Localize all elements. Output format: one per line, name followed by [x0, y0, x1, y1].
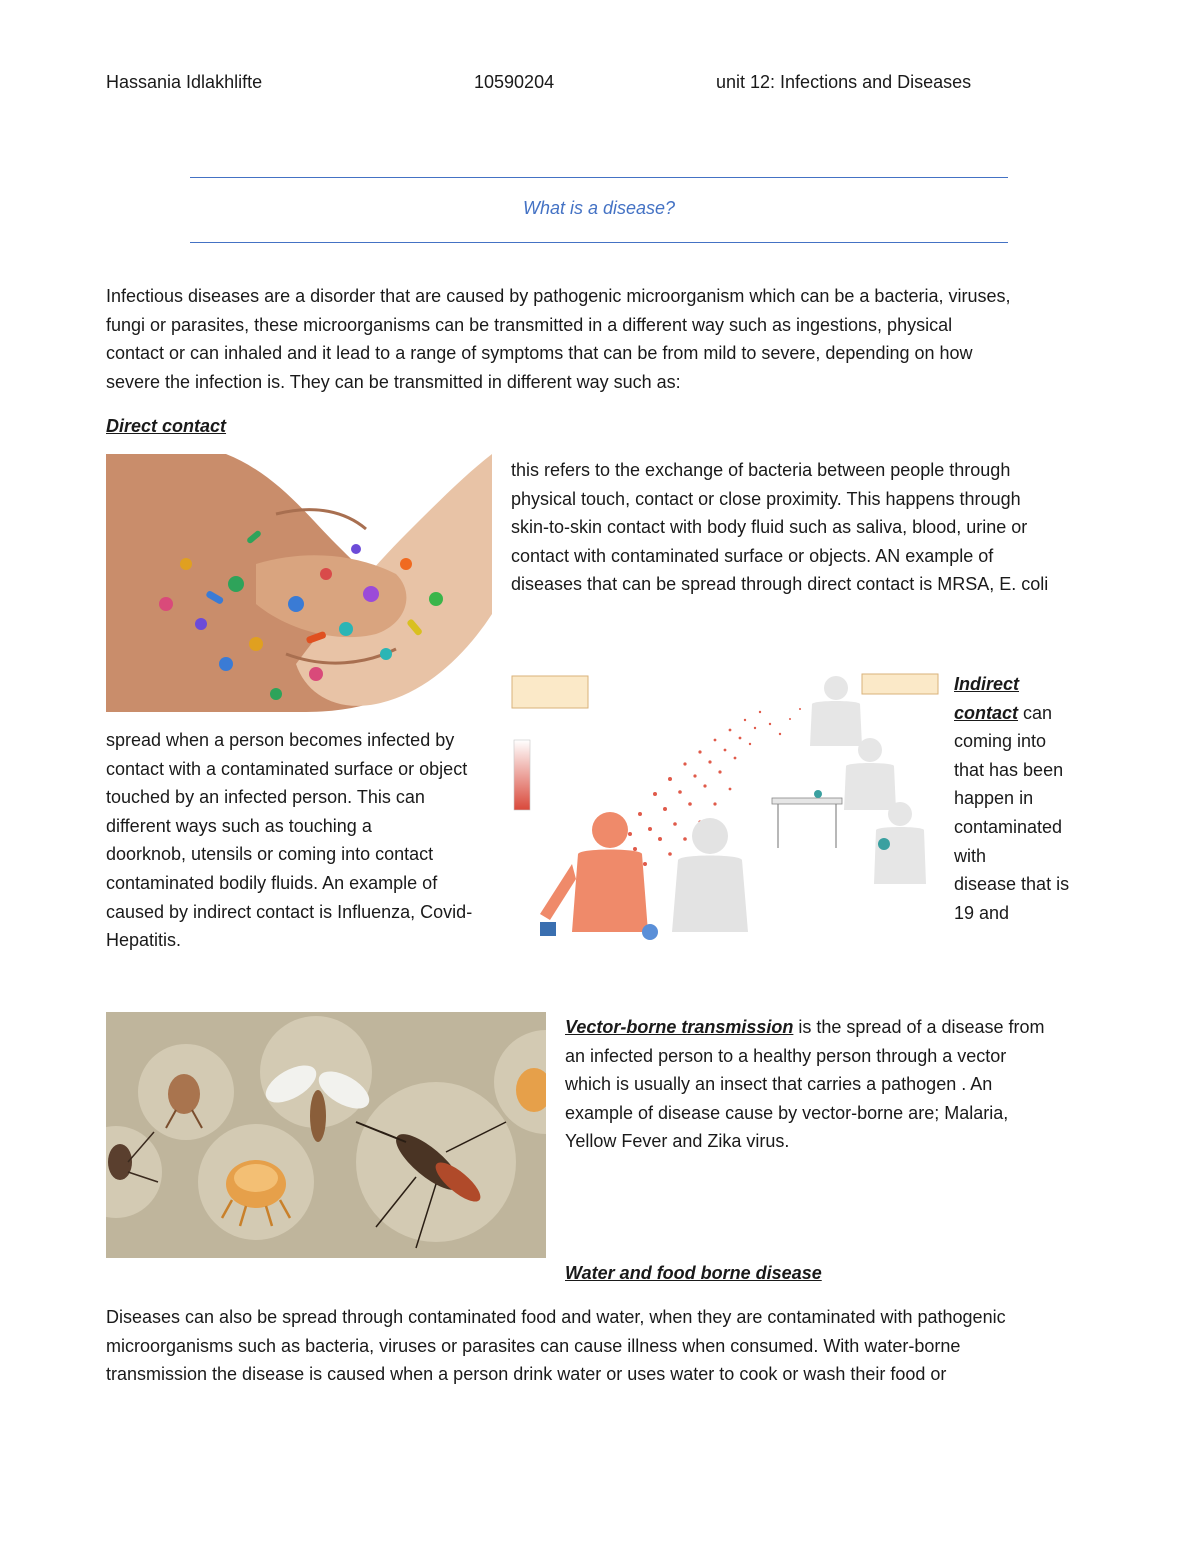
indirect-line: disease that is [954, 874, 1070, 895]
direct-contact-line: contact with contaminated surface or objects. AN example of [511, 545, 994, 566]
intro-line: severe the infection is. They can be transmitted in different way such as: [106, 371, 681, 392]
header-unit: unit 12: Infections and Diseases [716, 72, 972, 92]
indirect-contact-heading-line-2 [954, 699, 1114, 728]
intro-line: contact or can inhaled and it lead to a range of symptoms that can be from mild to severe, depending on how [106, 343, 973, 364]
water-food-line: Diseases can also be spread through contaminated food and water, when they are contaminated with pathogenic [106, 1307, 1006, 1327]
indirect-line: caused by indirect contact is Influenza, Covid- [106, 901, 473, 922]
handshake-germs-image [106, 454, 492, 712]
intro-line: Infectious diseases are a disorder that are caused by pathogenic microorganism which can be a bacteria, viruses, [106, 286, 1011, 306]
direct-contact-line: skin-to-skin contact with body fluid such as saliva, blood, urine or [511, 517, 1028, 538]
indirect-line: happen in [954, 788, 1034, 809]
water-food-paragraph [106, 1303, 1106, 1389]
vector-borne-paragraph [565, 1013, 1125, 1156]
water-food-heading: Water and food borne disease [565, 1263, 822, 1283]
indirect-line: can [1018, 702, 1053, 723]
vector-borne-line: is the spread of a disease from [793, 1017, 1045, 1037]
indirect-line: different ways such as touching a [106, 815, 372, 836]
direct-contact-line: physical touch, contact or close proximity. This happens through [511, 488, 1021, 509]
vector-borne-line: an infected person to a healthy person through a vector [565, 1045, 1007, 1066]
indirect-contact-heading-word: contact [954, 702, 1019, 723]
vector-borne-heading: Vector-borne transmission [565, 1017, 794, 1037]
indirect-contact-left-text [106, 726, 516, 955]
vector-borne-line: which is usually an insect that carries a pathogen . An [565, 1074, 993, 1095]
water-food-line: microorganisms such as bacteria, viruses or parasites can cause illness when consumed. With water-borne [106, 1335, 961, 1356]
insect-vectors-image [106, 1012, 546, 1258]
title-rule-bottom [190, 242, 1008, 243]
indirect-line: 19 and [954, 902, 1010, 923]
direct-contact-heading: Direct contact [106, 416, 227, 436]
indirect-line: Hepatitis. [106, 930, 182, 951]
intro-paragraph [106, 282, 1106, 396]
page-title: What is a disease? [522, 198, 676, 218]
indirect-line: doorknob, utensils or coming into contact [106, 844, 434, 865]
droplet-transmission-diagram [510, 664, 940, 950]
indirect-line: contaminated bodily fluids. An example of [106, 872, 438, 893]
indirect-line: that has been [954, 759, 1064, 780]
intro-line: fungi or parasites, these microorganisms can be transmitted in a different way such as ingestions, physical [106, 314, 953, 335]
direct-contact-line: diseases that can be spread through direct contact is MRSA, E. coli [511, 574, 1049, 595]
vector-borne-line: Yellow Fever and Zika virus. [565, 1131, 790, 1152]
indirect-line: coming into [954, 731, 1047, 752]
vector-borne-line: example of disease cause by vector-borne are; Malaria, [565, 1102, 1009, 1123]
indirect-contact-heading: Indirect [954, 674, 1020, 694]
water-food-line: transmission the disease is caused when a person drink water or uses water to cook or wash their food or [106, 1364, 947, 1385]
title-rule-top [190, 177, 1008, 178]
indirect-line: contact with a contaminated surface or object [106, 758, 468, 779]
indirect-line: touched by an infected person. This can [106, 787, 425, 808]
indirect-line: with [954, 845, 987, 866]
header-student-id: 10590204 [474, 72, 555, 92]
indirect-line: spread when a person becomes infected by [106, 730, 455, 750]
indirect-line: contaminated [954, 816, 1063, 837]
header-author: Hassania Idlakhlifte [106, 72, 263, 92]
indirect-contact-right-text [954, 670, 1114, 927]
direct-contact-line: this refers to the exchange of bacteria between people through [511, 460, 1011, 480]
direct-contact-paragraph [511, 456, 1111, 599]
vector-borne-first-line [565, 1013, 1125, 1042]
